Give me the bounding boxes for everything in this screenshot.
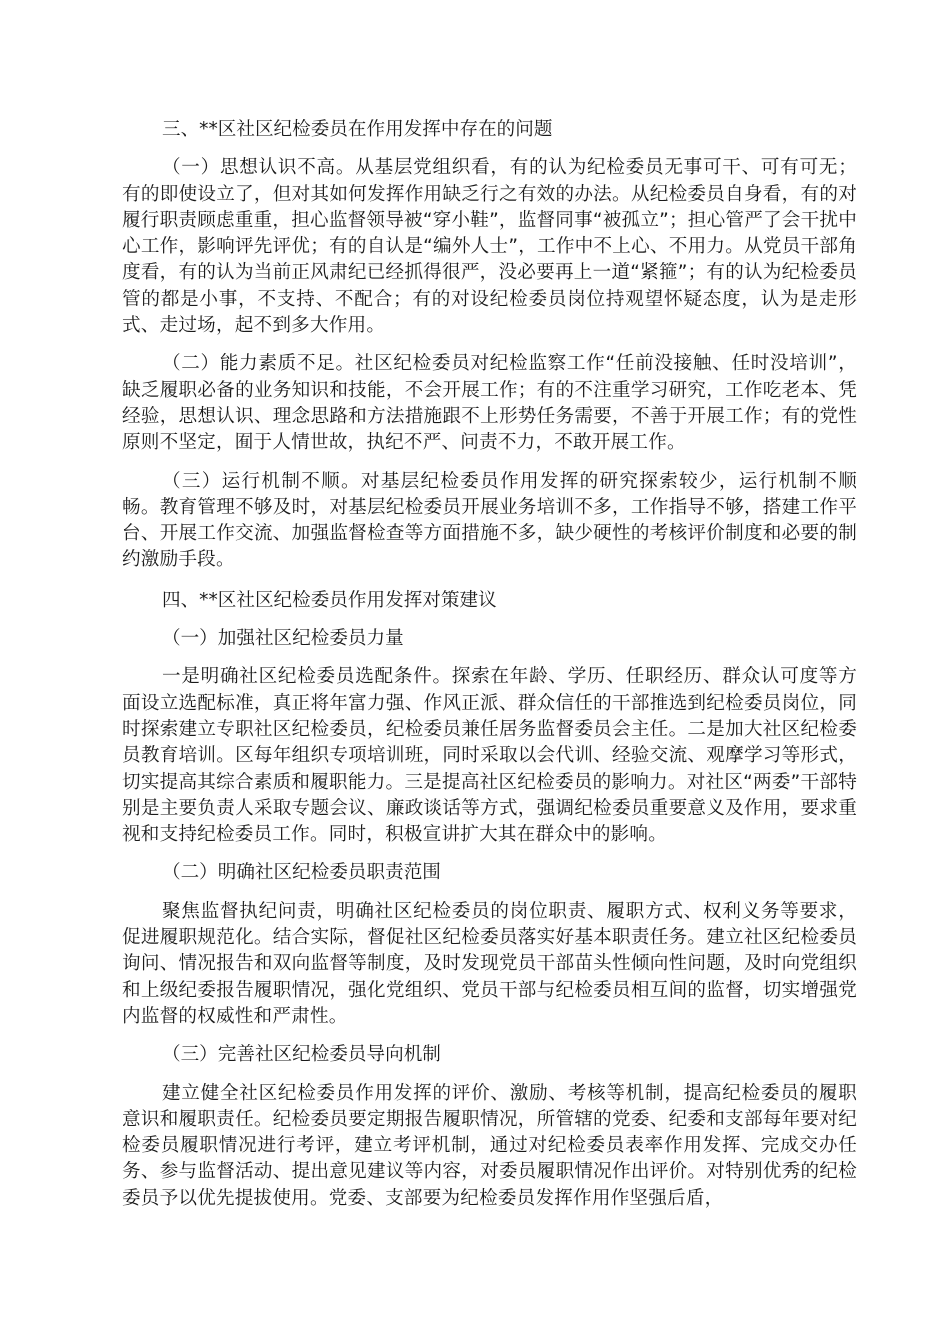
subsection-1-heading: （一）加强社区纪检委员力量 [161, 628, 404, 650]
document-page [122, 117, 857, 1212]
subsection-3-heading: （三）完善社区纪检委员导向机制 [161, 1044, 441, 1066]
subsection-2-paragraph: 聚焦监督执纪问责，明确社区纪检委员的岗位职责、履职方式、权利义务等要求，促进履职规范化。结合实际，督促社区纪检委员落实好基本职责任务。建立社区纪检委员询问、情况报告和双向监督等制度，及时发现党员干部苗头性倾向性问题，及时向党组织和上级纪委报告履职情况，强化党组织、党员干部与纪检委员相互间的监督，切实增强党内监督的权威性和严肃性。 [122, 900, 857, 1027]
section-4-heading: 四、**区社区纪检委员作用发挥对策建议 [161, 589, 497, 611]
section-3-paragraph-2: （二）能力素质不足。社区纪检委员对纪检监察工作“任前没接触、任时没培训”，缺乏履职必备的业务知识和技能，不会开展工作；有的不注重学习研究，工作吃老本、凭经验，思想认识、理念思路和方法措施跟不上形势任务需要，不善于开展工作；有的党性原则不坚定，囿于人情世故，执纪不严、问责不力，不敢开展工作。 [122, 353, 857, 454]
section-3-paragraph-1: （一）思想认识不高。从基层党组织看，有的认为纪检委员无事可干、可有可无；有的即使设立了，但对其如何发挥作用缺乏行之有效的办法。从纪检委员自身看，有的对履行职责顾虑重重，担心监督领导被“穿小鞋”，监督同事“被孤立”；担心管严了会干扰中心工作，影响评先评优；有的自认是“编外人士”，工作中不上心、不用力。从党员干部角度看，有的认为当前正风肃纪已经抓得很严，没必要再上一道“紧箍”；有的认为纪检委员管的都是小事，不支持、不配合；有的对设纪检委员岗位持观望怀疑态度，认为是走形式、走过场，起不到多大作用。 [122, 157, 857, 337]
subsection-2-heading: （二）明确社区纪检委员职责范围 [161, 862, 441, 884]
subsection-1-paragraph: 一是明确社区纪检委员选配条件。探索在年龄、学历、任职经历、群众认可度等方面设立选配标准，真正将年富力强、作风正派、群众信任的干部推选到纪检委员岗位，同时探索建立专职社区纪检委员，纪检委员兼任居务监督委员会主任。二是加大社区纪检委员教育培训。区每年组织专项培训班，同时采取以会代训、经验交流、观摩学习等形式，切实提高其综合素质和履职能力。三是提高社区纪检委员的影响力。对社区“两委”干部特别是主要负责人采取专题会议、廉政谈话等方式，强调纪检委员重要意义及作用，要求重视和支持纪检委员工作。同时，积极宣讲扩大其在群众中的影响。 [122, 666, 857, 846]
subsection-3-paragraph: 建立健全社区纪检委员作用发挥的评价、激励、考核等机制，提高纪检委员的履职意识和履职责任。纪检委员要定期报告履职情况，所管辖的党委、纪委和支部每年要对纪检委员履职情况进行考评，建立考评机制，通过对纪检委员表率作用发挥、完成交办任务、参与监督活动、提出意见建议等内容，对委员履职情况作出评价。对特别优秀的纪检委员予以优先提拔使用。党委、支部要为纪检委员发挥作用作坚强后盾， [122, 1082, 857, 1209]
section-3-heading: 三、**区社区纪检委员在作用发挥中存在的问题 [161, 119, 553, 140]
section-3-paragraph-3: （三）运行机制不顺。对基层纪检委员作用发挥的研究探索较少，运行机制不顺畅。教育管理不够及时，对基层纪检委员开展业务培训不多，工作指导不够，搭建工作平台、开展工作交流、加强监督检查等方面措施不多，缺少硬性的考核评价制度和必要的制约激励手段。 [122, 470, 857, 571]
